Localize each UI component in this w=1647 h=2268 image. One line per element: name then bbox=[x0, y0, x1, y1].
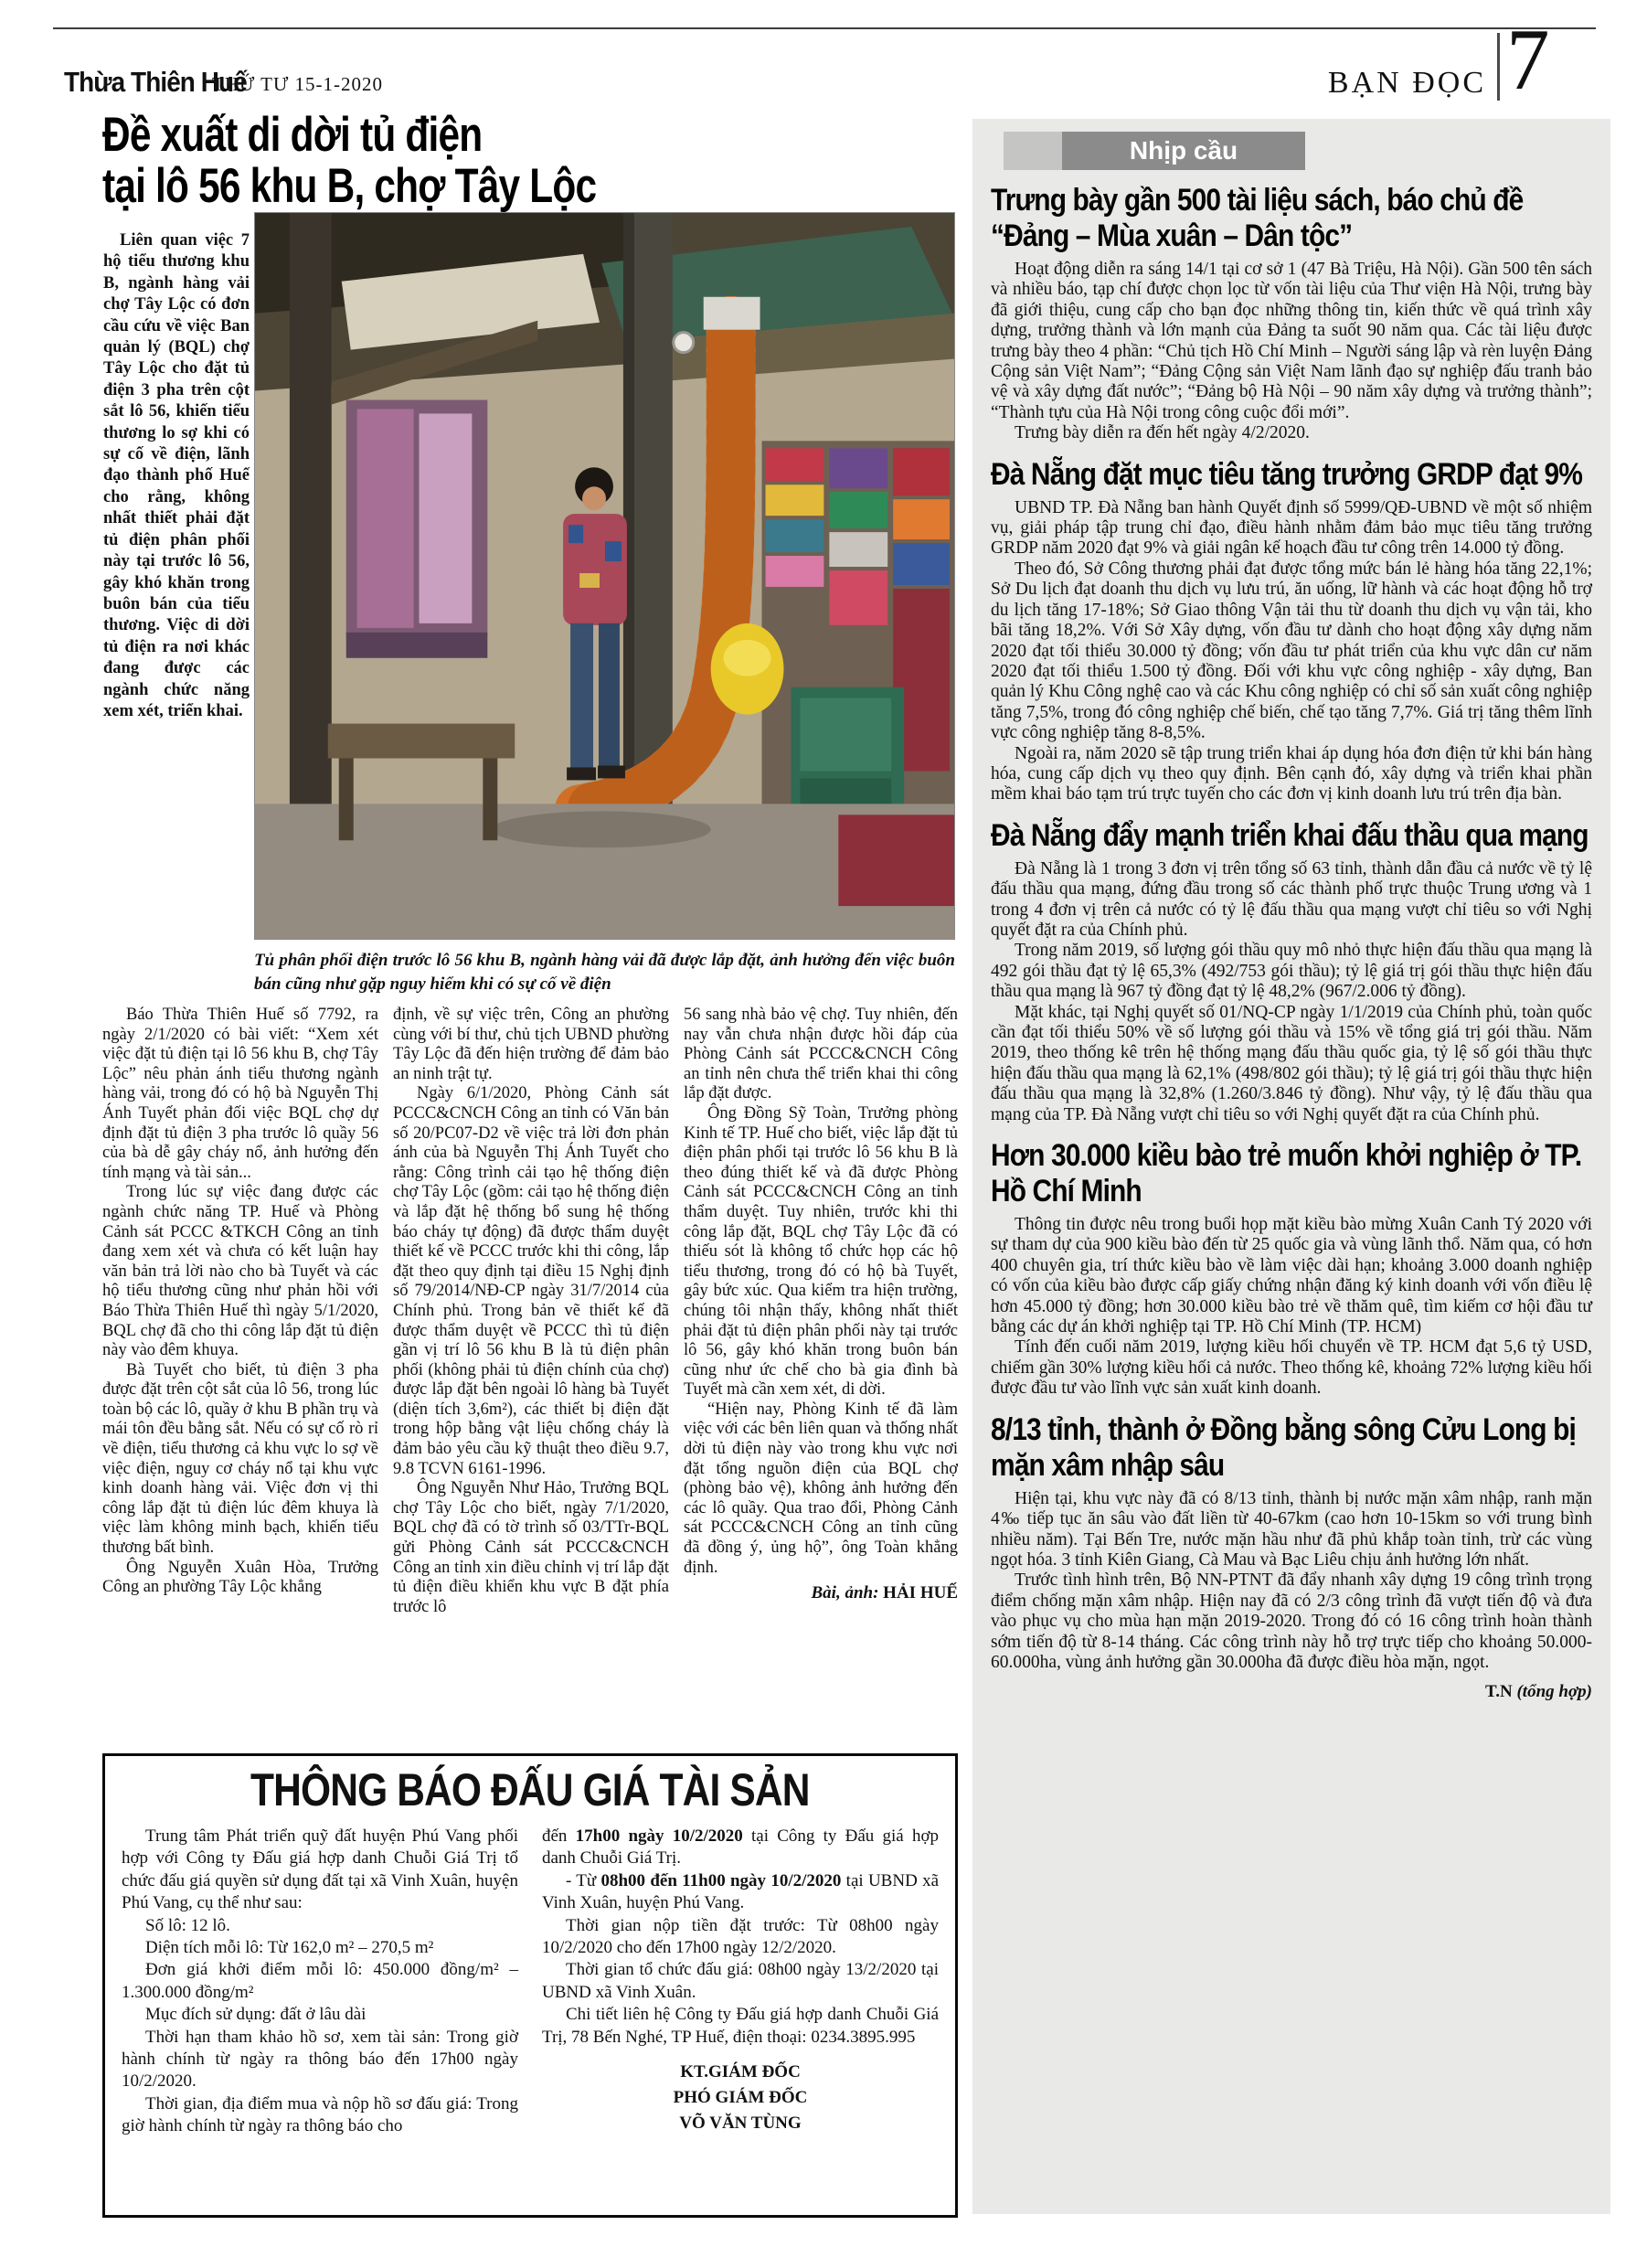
article-column-3 bbox=[684, 1006, 958, 1739]
sidebar-article bbox=[991, 818, 1592, 1125]
article-lede bbox=[103, 230, 250, 943]
article-paragraph: 56 sang nhà bảo vệ chợ. Tuy nhiên, đến nay vẫn chưa nhận được hồi đáp của Phòng Cảnh sát PCCC&CNCH Công an tỉnh nên chưa thể triển khai thi công lắp đặt được. bbox=[684, 1006, 958, 1103]
top-rule bbox=[53, 27, 1596, 29]
sidebar-article bbox=[991, 1412, 1592, 1674]
sidebar-paragraph: Thông tin được nêu trong buổi họp mặt kiều bào mừng Xuân Canh Tý 2020 với sự tham dự của 900 kiều bào đến từ 25 quốc gia và vùng lãnh thổ. Năm qua, có hơn 400 chuyên gia, trí thức kiều bào về làm việc dài hạn; khoảng 3.000 doanh nghiệp có vốn của kiều bào được cấp giấy chứng nhận đăng ký kinh doanh với vốn điều lệ hơn 45.000 tỷ đồng; hơn 30.000 kiều bào trẻ về thăm quê, tìm kiếm cơ hội đầu tư bằng các dự án khởi nghiệp tại TP. Hồ Chí Minh (TP. HCM) bbox=[991, 1215, 1592, 1337]
signature-line: PHÓ GIÁM ĐỐC bbox=[673, 2088, 808, 2108]
notice-paragraph: Số lô: 12 lô. bbox=[145, 1915, 230, 1935]
sidebar-article-title: Trưng bày gần 500 tài liệu sách, báo chủ đề “Đảng – Mùa xuân – Dân tộc” bbox=[991, 183, 1524, 253]
sidebar-byline bbox=[991, 1682, 1592, 1702]
notice-paragraph: Diện tích mỗi lô: Từ 162,0 m² – 270,5 m² bbox=[145, 1938, 434, 1958]
auction-notice-right-column bbox=[542, 1826, 939, 2138]
article-paragraph: định, về sự việc trên, Công an phường cùng với bí thư, chủ tịch UBND phường Tây Lộc đã đến hiện trường để đảm bảo an ninh trật tự. bbox=[393, 1006, 669, 1083]
notice-paragraph: - Từ 08h00 đến 11h00 ngày 10/2/2020 tại UBND xã Vinh Xuân, huyện Phú Vang. bbox=[542, 1870, 940, 1913]
article-paragraph: Ngày 6/1/2020, Phòng Cảnh sát PCCC&CNCH Công an tỉnh có Văn bản số 20/PC07-D2 về việc trả lời đơn phản ánh của bà Nguyễn Thị Ánh Tuyết cho rằng: Công trình cải tạo hệ thống điện chợ Tây Lộc (gồm: cải tạo hệ thống điện và lắp đặt hệ thống bổ sung hệ thống báo cháy tự động) đã được thẩm duyệt thiết kế về PCCC trước khi thi công, lắp đặt theo quy định tại điều 15 Nghị định số 79/2014/NĐ-CP ngày 31/7/2014 của Chính phủ. Trong bản vẽ thiết kế đã được thẩm duyệt về PCCC thì tủ điện gần vị trí lô 56 khu B là tủ điện phân phối (không phải tủ điện chính của chợ) được lắp đặt bên ngoài lô hàng bà Tuyết (diện tích 3,6m²), các thiết bị điện đặt trong hộp bằng vật liệu chống cháy là đảm bảo yêu cầu kỹ thuật theo điều 9.7, 9.8 TCVN 6161-1996. bbox=[393, 1084, 669, 1478]
article-paragraph: Ông Nguyễn Xuân Hòa, Trưởng Công an phường Tây Lộc khẳng bbox=[102, 1558, 378, 1597]
notice-paragraph: Thời hạn tham khảo hồ sơ, xem tài sản: Trong giờ hành chính từ ngày ra thông báo đến 17h00 ngày 10/2/2020. bbox=[122, 2027, 518, 2092]
sidebar-article bbox=[991, 1138, 1592, 1400]
article-column-2 bbox=[393, 1006, 669, 1739]
sidebar-paragraph: Hoạt động diễn ra sáng 14/1 tại cơ sở 1 (47 Bà Triệu, Hà Nội). Gần 500 tên sách và nhiều báo, tạp chí được chọn lọc từ vốn tài liệu của Thư viện Hà Nội, trưng bày đã giới thiệu, cung cấp cho bạn đọc những thông tin, kiến thức về quá trình xây dựng, trưởng thành và lớn mạnh của Đảng ta suốt 90 năm qua. Các tài liệu được trưng bày theo 4 phần: “Chủ tịch Hồ Chí Minh – Người sáng lập và rèn luyện Đảng Cộng sản Việt Nam”; “Đảng Cộng sản Việt Nam lãnh đạo sự nghiệp đấu tranh bảo vệ và xây dựng đất nước”; “Đảng bộ Hà Nội – 90 năm xây dựng và trưởng thành”; “Thành tựu của Hà Nội trong công cuộc đổi mới”. bbox=[991, 260, 1592, 422]
article-photo bbox=[254, 212, 955, 940]
article-paragraph: Ông Đồng Sỹ Toàn, Trưởng phòng Kinh tế TP. Huế cho biết, việc lắp đặt tủ điện phân phối tại trước lô 56 khu B là theo đúng thiết kế và đã được Phòng Cảnh sát PCCC&CNCH Công an tỉnh thẩm duyệt. Tuy nhiên, trước khi thi công lắp đặt, BQL chợ Tây Lộc đã có thiếu sót là không tổ chức họp các hộ tiểu thương, trong đó có hộ bà Tuyết, gây bức xúc. Qua kiểm tra hiện trường, chúng tôi nhận thấy, không nhất thiết phải đặt tủ điện phân phối này tại trước lô 56, gây khó khăn trong buôn bán cũng như ức chế cho bà gia đình bà Tuyết mà cần xem xét, di dời. bbox=[684, 1103, 958, 1400]
article-paragraph: “Hiện nay, Phòng Kinh tế đã làm việc với các bên liên quan và thống nhất dời tủ điện này vào trong khu vực nơi đặt tổng nguồn điện của BQL chợ (phòng bảo vệ), không ảnh hưởng đến các lô quầy. Qua trao đổi, Phòng Cảnh sát PCCC&CNCH Công an tỉnh cũng đã đồng ý, ủng hộ”, ông Toàn khẳng định. bbox=[684, 1400, 958, 1577]
header-divider bbox=[1497, 33, 1500, 101]
article-paragraph: Báo Thừa Thiên Huế số 7792, ra ngày 2/1/2020 có bài viết: “Xem xét việc đặt tủ điện tại lô 56 khu B, chợ Tây Lộc” nêu phản ánh tiểu thương ngành hàng vải, trong đó có hộ bà Nguyễn Thị Ánh Tuyết phản đối việc BQL chợ dự định đặt tủ điện 3 pha trước lô quầy 56 của bà dễ gây cháy nổ, ảnh hưởng đến tính mạng và tài sản... bbox=[102, 1006, 378, 1182]
main-headline bbox=[102, 110, 632, 212]
article-paragraph: Trong lúc sự việc đang được các ngành chức năng TP. Huế và Phòng Cảnh sát PCCC &TKCH Công an tỉnh đang xem xét và chưa có kết luận hay văn bản trả lời nào cho bà Tuyết và các hộ tiểu thương cũng như phản hồi với Báo Thừa Thiên Huế thì ngày 5/1/2020, BQL chợ đã cho thi công lắp đặt tủ điện này vào đêm khuya. bbox=[102, 1183, 378, 1360]
sidebar-byline-note: (tổng hợp) bbox=[1516, 1682, 1592, 1702]
sidebar-paragraph: Ngoài ra, năm 2020 sẽ tập trung triển khai áp dụng hóa đơn điện tử khi bán hàng hóa, cung cấp dịch vụ theo quy định. Bên cạnh đó, xây dựng và triển khai phần mềm khai báo tạm trú trực tuyến cho các đơn vị kinh doanh lưu trú trên địa bàn. bbox=[991, 743, 1592, 804]
sidebar-article-title: 8/13 tỉnh, thành ở Đồng bằng sông Cửu Long bị mặn xâm nhập sâu bbox=[991, 1411, 1576, 1483]
market-photo-illustration bbox=[255, 213, 954, 939]
section-title: BẠN ĐỌC bbox=[1327, 66, 1486, 100]
notice-paragraph: Thời gian tổ chức đấu giá: 08h00 ngày 13/2/2020 tại UBND xã Vinh Xuân. bbox=[542, 1960, 939, 2002]
photo-caption: Tủ phân phối điện trước lô 56 khu B, ngành hàng vải đã được lắp đặt, ảnh hưởng đến việc buôn bán cũng như gặp nguy hiểm khi có sự cố về điện bbox=[254, 951, 955, 994]
sidebar-paragraph: Đà Nẵng là 1 trong 3 đơn vị trên tổng số 63 tỉnh, thành dẫn đầu cả nước về tỷ lệ đấu thầu qua mạng, đứng đầu trong số các thành phố trực thuộc Trung ương và 1 trong 4 đơn vị trên cả nước có tỷ lệ đấu thầu qua mạng vượt chỉ tiêu so với Nghị quyết đặt ra của Chính phủ. bbox=[991, 858, 1592, 940]
masthead-logo: Thừa Thiên Huế bbox=[64, 66, 247, 98]
sidebar-paragraph: Mặt khác, tại Nghị quyết số 01/NQ-CP ngày 1/1/2019 của Chính phủ, toàn quốc cần đạt tối thiểu 50% về số lượng gói thầu và 15% về tổng giá trị gói thầu. Năm 2019, theo thống kê trên hệ thống mạng đấu thầu quốc gia, tỷ lệ số gói thầu thực hiện đấu thầu qua mạng là 62,1% (498/802 gói thầu); tỷ lệ giá trị gói thầu thực hiện đấu thầu qua mạng là 32,8% (1.260/3.846 tỷ đồng). Như vậy, tỷ lệ đấu thầu qua mạng của TP. Đà Nẵng vượt chỉ tiêu so với Nghị quyết đặt ra của Chính phủ. bbox=[991, 1002, 1592, 1124]
sidebar-byline-initials: T.N bbox=[1485, 1682, 1513, 1702]
sidebar-article bbox=[991, 183, 1592, 444]
article-paragraph: Ông Nguyễn Như Hảo, Trưởng BQL chợ Tây Lộc cho biết, ngày 7/1/2020, BQL chợ đã có tờ trình số 03/TTr-BQL gửi Phòng Cảnh sát PCCC&CNCH Công an tỉnh xin điều chỉnh vị trí lắp đặt tủ điện điều khiển khu vực B đặt phía trước lô bbox=[393, 1479, 669, 1616]
signature-line: VÕ VĂN TÙNG bbox=[679, 2114, 802, 2134]
notice-paragraph: Trung tâm Phát triển quỹ đất huyện Phú Vang phối hợp với Công ty Đấu giá hợp danh Chuỗi Giá Trị tổ chức đấu giá quyền sử dụng đất tại xã Vinh Xuân, huyện Phú Vang, cụ thể như sau: bbox=[122, 1826, 518, 1913]
main-headline-line1: Đề xuất di dời tủ điện bbox=[102, 108, 483, 162]
sidebar-paragraph: Tính đến cuối năm 2019, lượng kiều hối chuyển về TP. HCM đạt 5,6 tỷ USD, chiếm gần 30% lượng kiều hối cả nước. Theo thống kê, khoảng 72% lượng kiều hối được đầu tư vào lĩnh vực sản xuất kinh doanh. bbox=[991, 1337, 1592, 1399]
notice-signature bbox=[542, 2060, 939, 2136]
notice-paragraph: Thời gian, địa điểm mua và nộp hồ sơ đấu giá: Trong giờ hành chính từ ngày ra thông báo cho bbox=[122, 2093, 518, 2136]
sidebar-paragraph: Theo đó, Sở Công thương phải đạt được tổng mức bán lẻ hàng hóa tăng 22,1%; Sở Du lịch đạt doanh thu dịch vụ lưu trú, ăn uống, lữ hành và các hoạt động hỗ trợ du lịch tăng 17-18%; Sở Giao thông Vận tải thu từ doanh thu dịch vụ vận tải, kho bãi tăng 18,2%. Với Sở Xây dựng, vốn đầu tư dành cho hoạt động xây dựng năm 2020 đạt tối thiểu 30.000 tỷ đồng; vốn đầu tư phát triển của khu vực dân cư năm 2020 đạt tối thiểu 1.500 tỷ đồng. Đối với khu vực công nghiệp - xây dựng, Ban quản lý Khu Công nghệ cao và các Khu công nghiệp có chỉ số sản xuất công nghiệp tăng 7,5%, trong đó công nghiệp chế biến, chế tạo tăng 7,7%. Giá trị tăng thêm lĩnh vực công nghiệp tăng 8-8,5%. bbox=[991, 559, 1592, 743]
sidebar-paragraph: Trong năm 2019, số lượng gói thầu quy mô nhỏ thực hiện đấu thầu qua mạng là 492 gói thầu đạt tỷ lệ 65,3% (492/753 gói thầu); tỷ lệ giá trị gói thầu thực hiện đấu thầu qua mạng là 967 tỷ đồng đạt tỷ lệ 48,2% (967/2.006 tỷ đồng). bbox=[991, 941, 1592, 1002]
signature-line: KT.GIÁM ĐỐC bbox=[680, 2062, 801, 2082]
lede-paragraph: Liên quan việc 7 hộ tiểu thương khu B, ngành hàng vải chợ Tây Lộc có đơn cầu cứu về việc Ban quản lý (BQL) chợ Tây Lộc cho đặt tủ điện 3 pha trên cột sắt lô 56, khiến tiểu thương lo sợ khi có sự cố về điện, lãnh đạo thành phố Huế cho rằng, không nhất thiết phải đặt tủ điện phân phối này tại trước lô 56, gây khó khăn trong buôn bán của tiểu thương. Việc di dời tủ điện ra nơi khác đang được các ngành chức năng xem xét, triển khai. bbox=[103, 231, 250, 720]
notice-paragraph: Đơn giá khởi điểm mỗi lô: 450.000 đồng/m² – 1.300.000 đồng/m² bbox=[122, 1960, 518, 2002]
sidebar-paragraph: Hiện tại, khu vực này đã có 8/13 tỉnh, thành bị nước mặn xâm nhập, ranh mặn 4‰ tiếp tục ăn sâu vào đất liền từ 40-67km (cao hơn 10-15km so với trung bình nhiều năm). Tại Bến Tre, nước mặn hầu như đã phủ khắp toàn tỉnh, trừ các vùng ngọt hóa. 3 tỉnh Kiên Giang, Cà Mau và Bạc Liêu chịu ảnh hưởng lớn nhất. bbox=[991, 1488, 1592, 1570]
byline-label: Bài, ảnh: bbox=[811, 1583, 879, 1603]
sidebar-paragraph: UBND TP. Đà Nẵng ban hành Quyết định số 5999/QĐ-UBND về một số nhiệm vụ, giải pháp tập trung chỉ đạo, điều hành nhằm đảm bảo mục tiêu tăng trưởng GRDP năm 2020 đạt 9% và giải ngân kế hoạch đầu tư công trên 14.000 tỷ đồng. bbox=[991, 497, 1592, 559]
article-byline bbox=[684, 1583, 958, 1603]
notice-paragraph: Thời gian nộp tiền đặt trước: Từ 08h00 ngày 10/2/2020 cho đến 17h00 ngày 12/2/2020. bbox=[542, 1915, 939, 1958]
notice-paragraph: Chi tiết liên hệ Công ty Đấu giá hợp danh Chuỗi Giá Trị, 78 Bến Nghé, TP Huế, điện thoại: 0234.3895.995 bbox=[542, 2005, 939, 2047]
auction-notice-title: THÔNG BÁO ĐẤU GIÁ TÀI SẢN bbox=[250, 1764, 810, 1815]
sidebar-article-title: Đà Nẵng đặt mục tiêu tăng trưởng GRDP đạt 9% bbox=[991, 456, 1583, 492]
auction-notice-left-column bbox=[122, 1826, 518, 2138]
article-paragraph: Bà Tuyết cho biết, tủ điện 3 pha được đặt trên cột sắt của lô 56, trong lúc toàn bộ các lô, quầy ở khu B phần trụ và mái tôn đều bằng sắt. Nếu có sự cố rò rỉ về điện, tiểu thương cả khu vực lo sợ về việc điện, nguy cơ cháy nổ tại khu vực kinh doanh hàng vải. Việc đơn vị thi công lắp đặt tủ điện lúc đêm khuya là việc làm không minh bạch, khiến tiểu thương bất bình. bbox=[102, 1360, 378, 1558]
sidebar-nhip-cau bbox=[972, 119, 1610, 2214]
article-column-1 bbox=[102, 1006, 378, 1739]
sidebar-article-title: Hơn 30.000 kiều bào trẻ muốn khởi nghiệp ở TP. Hồ Chí Minh bbox=[991, 1138, 1582, 1209]
page-number: 7 bbox=[1506, 11, 1550, 108]
sidebar-paragraph: Trưng bày diễn ra đến hết ngày 4/2/2020. bbox=[1015, 423, 1310, 443]
sidebar-article-title: Đà Nẵng đẩy mạnh triển khai đấu thầu qua mạng bbox=[991, 817, 1589, 853]
sidebar-badge-label: Nhịp cầu bbox=[1062, 132, 1305, 170]
auction-notice-box bbox=[102, 1753, 958, 2218]
main-headline-line2: tại lô 56 khu B, chợ Tây Lộc bbox=[102, 159, 597, 213]
sidebar-article bbox=[991, 457, 1592, 805]
sidebar-badge bbox=[1004, 132, 1305, 170]
dateline: THỨ TƯ 15-1-2020 bbox=[212, 73, 384, 95]
byline-name: HẢI HUẾ bbox=[883, 1583, 958, 1603]
notice-paragraph: Mục đích sử dụng: đất ở lâu dài bbox=[145, 2005, 367, 2025]
sidebar-badge-tab bbox=[1004, 132, 1062, 170]
notice-paragraph: đến 17h00 ngày 10/2/2020 tại Công ty Đấu giá hợp danh Chuỗi Giá Trị. bbox=[542, 1826, 939, 1869]
sidebar-paragraph: Trước tình hình trên, Bộ NN-PTNT đã đẩy nhanh xây dựng 19 công trình trọng điểm chống mặn xâm nhập. Hiện nay đã có 2/3 công trình đã vượt tiến độ và đưa vào phục vụ cho mùa hạn mặn 2019-2020. Trong đó có 16 công trình hoàn thành sớm tiến độ từ 8-14 tháng. Các công trình này hỗ trợ trực tiếp cho khoảng 50.000-60.000ha, vùng ảnh hưởng gần 30.000ha đã được điều hòa mặn, ngọt. bbox=[991, 1571, 1592, 1672]
